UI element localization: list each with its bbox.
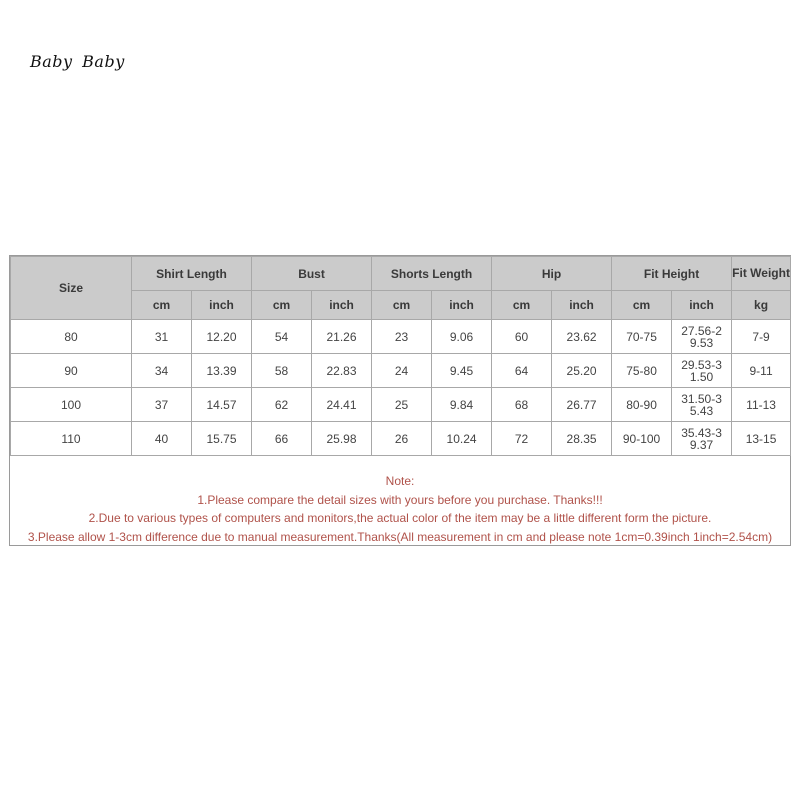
notes-section (10, 472, 790, 546)
note-title: Note: (385, 474, 415, 488)
cell-size: 110 (11, 422, 132, 456)
cell-bust-cm: 58 (252, 354, 312, 388)
cell-bust-inch: 21.26 (312, 320, 372, 354)
size-table (10, 256, 791, 456)
note-line-1: 1.Please compare the detail sizes with yours before you purchase. Thanks!!! (197, 492, 603, 507)
cell-hip-cm: 60 (492, 320, 552, 354)
cell-height-cm: 90-100 (612, 422, 672, 456)
unit-inch: inch (672, 291, 732, 320)
cell-shirt-cm: 37 (132, 388, 192, 422)
cell-shorts-inch: 9.45 (432, 354, 492, 388)
table-row (11, 388, 791, 422)
cell-height-inch-line1: 31.50-3 (681, 391, 722, 406)
cell-shorts-cm: 24 (372, 354, 432, 388)
cell-shorts-inch: 9.06 (432, 320, 492, 354)
table-row (11, 354, 791, 388)
cell-height-inch-line1: 29.53-3 (681, 357, 722, 372)
cell-height-cm: 75-80 (612, 354, 672, 388)
cell-weight-kg: 11-13 (732, 388, 791, 422)
cell-shirt-inch: 13.39 (192, 354, 252, 388)
cell-height-inch-line1: 35.43-3 (681, 425, 722, 440)
cell-height-cm: 70-75 (612, 320, 672, 354)
brand-logo-text: Baby Baby (30, 52, 125, 71)
cell-shirt-inch: 12.20 (192, 320, 252, 354)
header-fit-weight: Fit Weight (732, 257, 791, 291)
cell-shirt-cm: 31 (132, 320, 192, 354)
cell-weight-kg: 9-11 (732, 354, 791, 388)
cell-shirt-cm: 40 (132, 422, 192, 456)
cell-shirt-inch: 15.75 (192, 422, 252, 456)
cell-height-inch (672, 422, 732, 456)
unit-inch: inch (432, 291, 492, 320)
cell-height-cm: 80-90 (612, 388, 672, 422)
cell-shorts-cm: 25 (372, 388, 432, 422)
unit-inch: inch (312, 291, 372, 320)
cell-height-inch (672, 354, 732, 388)
cell-hip-inch: 26.77 (552, 388, 612, 422)
cell-bust-cm: 54 (252, 320, 312, 354)
cell-size: 100 (11, 388, 132, 422)
cell-bust-inch: 25.98 (312, 422, 372, 456)
cell-size: 80 (11, 320, 132, 354)
cell-weight-kg: 7-9 (732, 320, 791, 354)
note-line-3: 3.Please allow 1-3cm difference due to manual measurement.Thanks(All measurement in cm and please note 1cm=0.39inch 1inch=2.54cm) (27, 529, 773, 544)
cell-size: 90 (11, 354, 132, 388)
header-hip: Hip (492, 257, 612, 291)
cell-height-inch-line1: 27.56-2 (681, 323, 722, 338)
cell-shirt-cm: 34 (132, 354, 192, 388)
unit-cm: cm (372, 291, 432, 320)
cell-shorts-inch: 10.24 (432, 422, 492, 456)
unit-kg: kg (732, 291, 791, 320)
unit-cm: cm (132, 291, 192, 320)
unit-cm: cm (612, 291, 672, 320)
cell-hip-inch: 25.20 (552, 354, 612, 388)
header-shirt-length: Shirt Length (132, 257, 252, 291)
cell-height-inch-line2: 5.43 (689, 403, 714, 418)
header-shorts-length: Shorts Length (372, 257, 492, 291)
cell-height-inch-line2: 9.53 (689, 335, 714, 350)
header-bust: Bust (252, 257, 372, 291)
cell-height-inch-line2: 1.50 (689, 369, 714, 384)
cell-bust-inch: 22.83 (312, 354, 372, 388)
unit-inch: inch (192, 291, 252, 320)
cell-hip-inch: 28.35 (552, 422, 612, 456)
header-fit-height: Fit Height (612, 257, 732, 291)
cell-shorts-inch: 9.84 (432, 388, 492, 422)
note-line-2: 2.Due to various types of computers and monitors,the actual color of the item may be a little different form the picture. (88, 511, 712, 525)
cell-hip-cm: 64 (492, 354, 552, 388)
size-chart (9, 255, 791, 546)
cell-weight-kg: 13-15 (732, 422, 791, 456)
cell-shorts-cm: 26 (372, 422, 432, 456)
unit-cm: cm (492, 291, 552, 320)
cell-bust-cm: 66 (252, 422, 312, 456)
cell-shorts-cm: 23 (372, 320, 432, 354)
cell-hip-cm: 72 (492, 422, 552, 456)
cell-bust-inch: 24.41 (312, 388, 372, 422)
cell-height-inch (672, 388, 732, 422)
table-row (11, 320, 791, 354)
cell-hip-inch: 23.62 (552, 320, 612, 354)
unit-cm: cm (252, 291, 312, 320)
header-size: Size (11, 257, 132, 320)
table-row (11, 422, 791, 456)
cell-shirt-inch: 14.57 (192, 388, 252, 422)
cell-height-inch (672, 320, 732, 354)
cell-bust-cm: 62 (252, 388, 312, 422)
cell-height-inch-line2: 9.37 (689, 437, 714, 452)
cell-hip-cm: 68 (492, 388, 552, 422)
unit-inch: inch (552, 291, 612, 320)
